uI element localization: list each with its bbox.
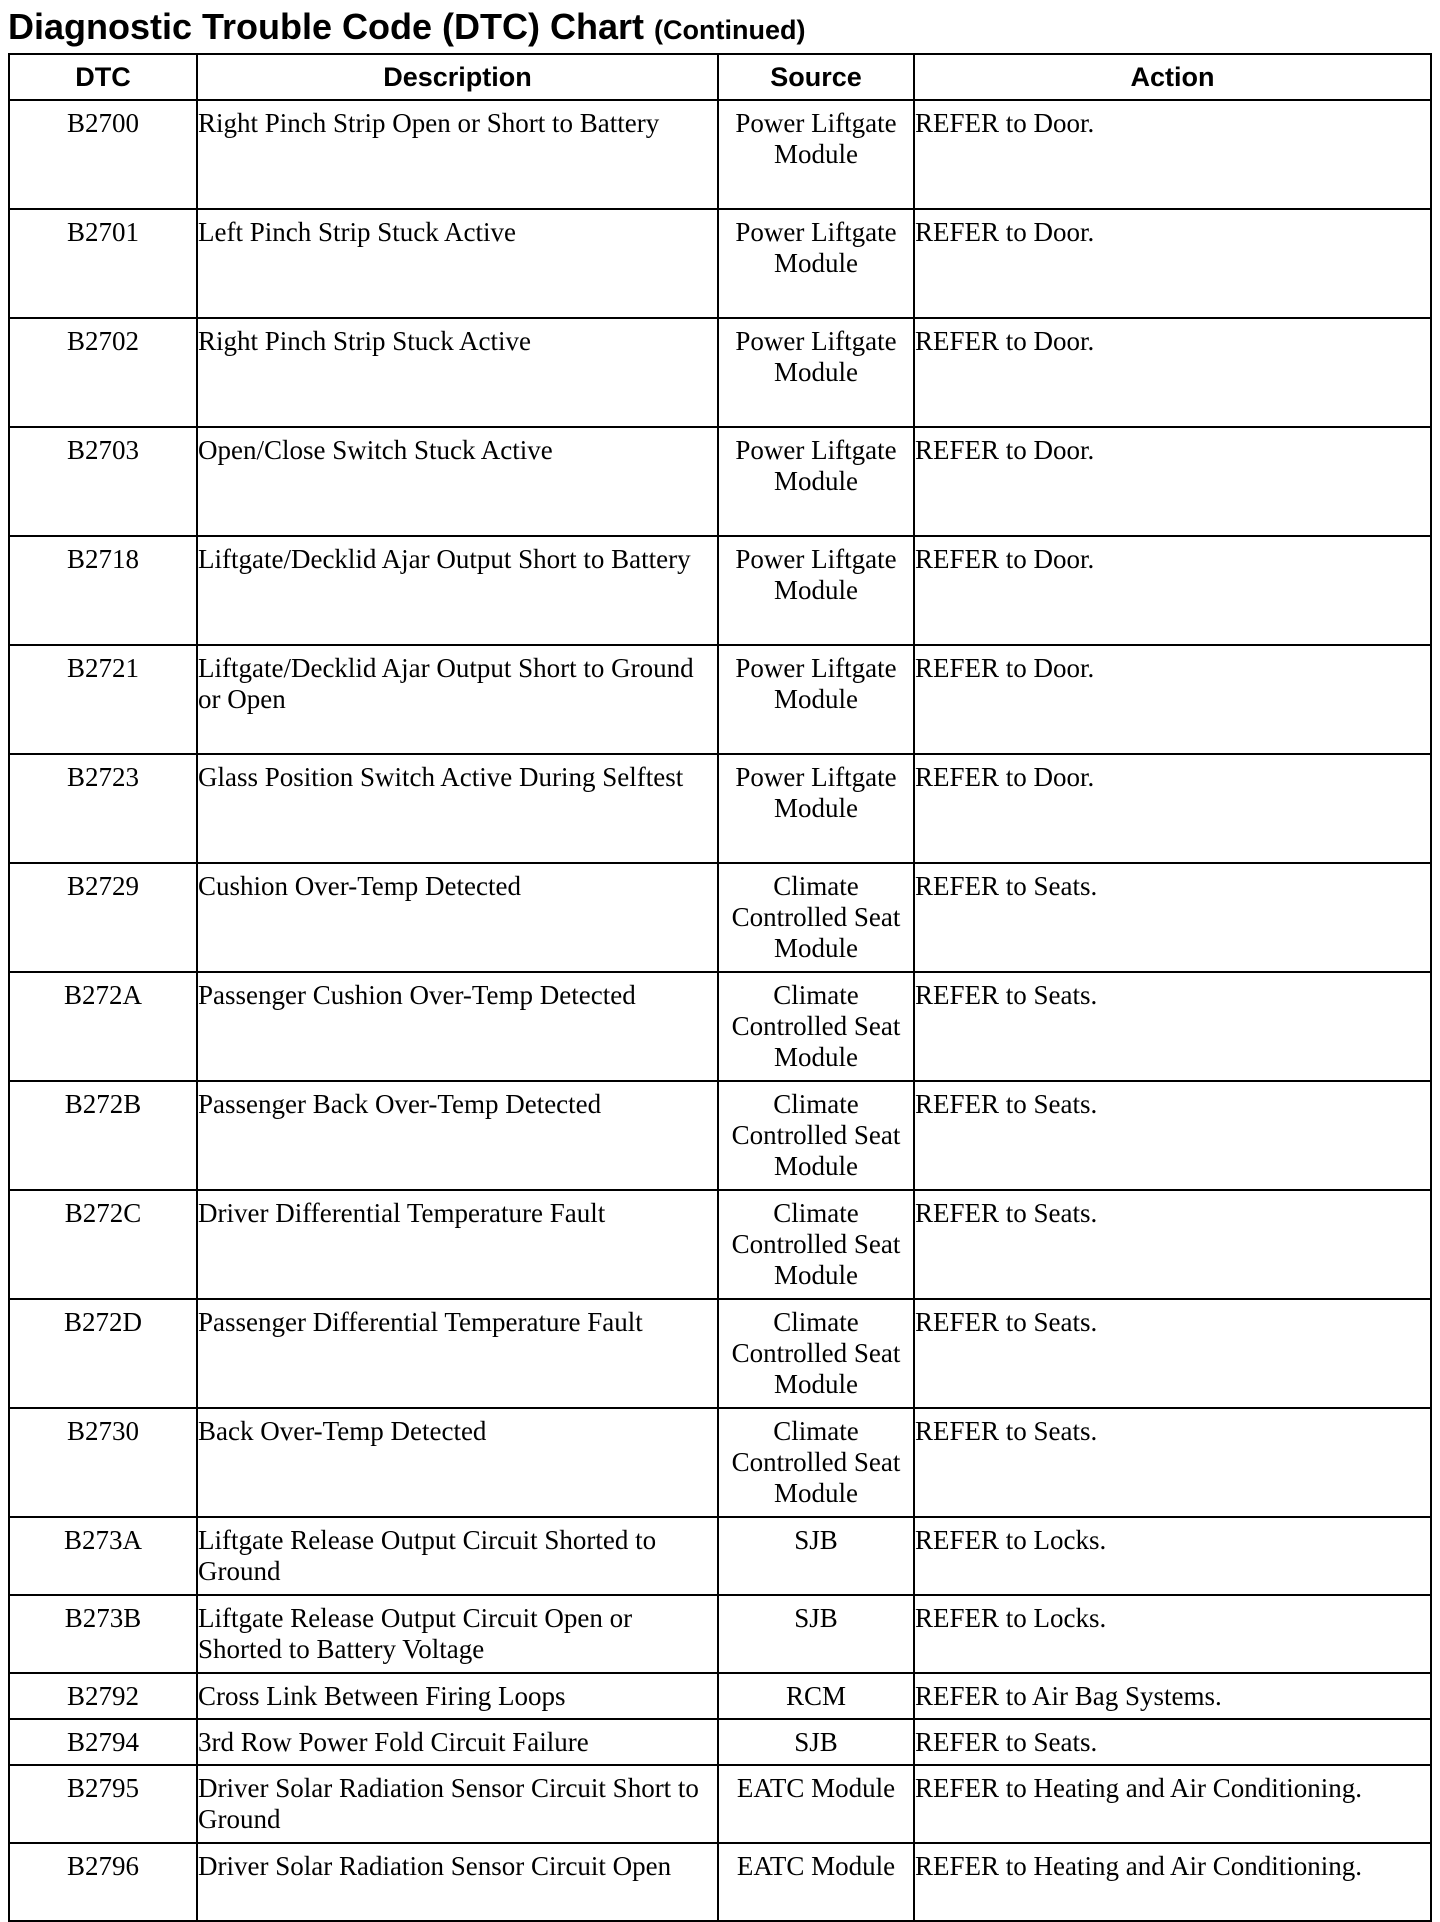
dtc-source: Climate Controlled Seat Module	[718, 1299, 914, 1408]
table-row	[9, 972, 1431, 1081]
header-action: Action	[914, 54, 1431, 100]
dtc-description: Cushion Over-Temp Detected	[197, 863, 718, 972]
title-continued: (Continued)	[654, 15, 806, 45]
table-header-row	[9, 54, 1431, 100]
header-description: Description	[197, 54, 718, 100]
dtc-description: Left Pinch Strip Stuck Active	[197, 209, 718, 318]
dtc-code: B272A	[9, 972, 197, 1081]
dtc-description: Back Over-Temp Detected	[197, 1408, 718, 1517]
page-title	[8, 4, 805, 53]
dtc-source: Power Liftgate Module	[718, 100, 914, 209]
dtc-description: Liftgate/Decklid Ajar Output Short to Battery	[197, 536, 718, 645]
dtc-source: EATC Module	[718, 1765, 914, 1843]
dtc-code: B2700	[9, 100, 197, 209]
dtc-code: B2794	[9, 1719, 197, 1765]
title-main: Diagnostic Trouble Code (DTC) Chart	[8, 6, 645, 47]
dtc-description: Driver Differential Temperature Fault	[197, 1190, 718, 1299]
dtc-code: B273B	[9, 1595, 197, 1673]
dtc-source: Climate Controlled Seat Module	[718, 1408, 914, 1517]
dtc-action: REFER to Seats.	[914, 1190, 1431, 1299]
dtc-code: B272B	[9, 1081, 197, 1190]
table-row	[9, 1843, 1431, 1921]
dtc-code: B272C	[9, 1190, 197, 1299]
dtc-description: Liftgate Release Output Circuit Open or Shorted to Battery Voltage	[197, 1595, 718, 1673]
dtc-action: REFER to Door.	[914, 318, 1431, 427]
dtc-description: Passenger Back Over-Temp Detected	[197, 1081, 718, 1190]
dtc-description: 3rd Row Power Fold Circuit Failure	[197, 1719, 718, 1765]
header-dtc: DTC	[9, 54, 197, 100]
dtc-source: SJB	[718, 1719, 914, 1765]
dtc-action: REFER to Door.	[914, 645, 1431, 754]
header-source: Source	[718, 54, 914, 100]
dtc-code: B272D	[9, 1299, 197, 1408]
table-row	[9, 863, 1431, 972]
dtc-source: Climate Controlled Seat Module	[718, 972, 914, 1081]
table-row	[9, 1299, 1431, 1408]
table-row	[9, 1408, 1431, 1517]
dtc-source: Power Liftgate Module	[718, 209, 914, 318]
dtc-source: SJB	[718, 1595, 914, 1673]
dtc-description: Liftgate Release Output Circuit Shorted to Ground	[197, 1517, 718, 1595]
dtc-code: B2792	[9, 1673, 197, 1719]
dtc-code: B2703	[9, 427, 197, 536]
dtc-description: Liftgate/Decklid Ajar Output Short to Ground or Open	[197, 645, 718, 754]
dtc-source: SJB	[718, 1517, 914, 1595]
dtc-code: B2701	[9, 209, 197, 318]
dtc-action: REFER to Seats.	[914, 1408, 1431, 1517]
dtc-table	[8, 53, 1432, 1922]
dtc-action: REFER to Door.	[914, 209, 1431, 318]
dtc-action: REFER to Air Bag Systems.	[914, 1673, 1431, 1719]
table-row	[9, 427, 1431, 536]
table-row	[9, 1595, 1431, 1673]
dtc-description: Driver Solar Radiation Sensor Circuit Short to Ground	[197, 1765, 718, 1843]
dtc-source: Power Liftgate Module	[718, 645, 914, 754]
dtc-source: Power Liftgate Module	[718, 754, 914, 863]
dtc-source: Climate Controlled Seat Module	[718, 1081, 914, 1190]
dtc-description: Passenger Cushion Over-Temp Detected	[197, 972, 718, 1081]
table-row	[9, 209, 1431, 318]
dtc-description: Glass Position Switch Active During Selftest	[197, 754, 718, 863]
dtc-action: REFER to Seats.	[914, 1081, 1431, 1190]
table-row	[9, 1190, 1431, 1299]
dtc-code: B2795	[9, 1765, 197, 1843]
dtc-action: REFER to Seats.	[914, 863, 1431, 972]
dtc-description: Cross Link Between Firing Loops	[197, 1673, 718, 1719]
dtc-code: B2718	[9, 536, 197, 645]
dtc-action: REFER to Door.	[914, 427, 1431, 536]
dtc-description: Right Pinch Strip Open or Short to Battery	[197, 100, 718, 209]
dtc-source: Power Liftgate Module	[718, 536, 914, 645]
table-row	[9, 754, 1431, 863]
dtc-source: EATC Module	[718, 1843, 914, 1921]
dtc-code: B2796	[9, 1843, 197, 1921]
table-row	[9, 100, 1431, 209]
dtc-code: B2730	[9, 1408, 197, 1517]
table-row	[9, 1517, 1431, 1595]
table-row	[9, 536, 1431, 645]
table-row	[9, 1765, 1431, 1843]
dtc-action: REFER to Heating and Air Conditioning.	[914, 1843, 1431, 1921]
dtc-description: Open/Close Switch Stuck Active	[197, 427, 718, 536]
dtc-action: REFER to Locks.	[914, 1517, 1431, 1595]
dtc-code: B2702	[9, 318, 197, 427]
dtc-description: Right Pinch Strip Stuck Active	[197, 318, 718, 427]
dtc-action: REFER to Seats.	[914, 1719, 1431, 1765]
dtc-action: REFER to Door.	[914, 100, 1431, 209]
table-row	[9, 645, 1431, 754]
dtc-action: REFER to Heating and Air Conditioning.	[914, 1765, 1431, 1843]
dtc-source: Climate Controlled Seat Module	[718, 863, 914, 972]
dtc-action: REFER to Door.	[914, 754, 1431, 863]
dtc-code: B2723	[9, 754, 197, 863]
dtc-action: REFER to Door.	[914, 536, 1431, 645]
table-row	[9, 1673, 1431, 1719]
dtc-source: Power Liftgate Module	[718, 318, 914, 427]
dtc-code: B2721	[9, 645, 197, 754]
table-row	[9, 318, 1431, 427]
dtc-source: Power Liftgate Module	[718, 427, 914, 536]
table-row	[9, 1719, 1431, 1765]
dtc-description: Passenger Differential Temperature Fault	[197, 1299, 718, 1408]
dtc-action: REFER to Seats.	[914, 972, 1431, 1081]
dtc-code: B273A	[9, 1517, 197, 1595]
dtc-code: B2729	[9, 863, 197, 972]
dtc-source: Climate Controlled Seat Module	[718, 1190, 914, 1299]
table-row	[9, 1081, 1431, 1190]
dtc-description: Driver Solar Radiation Sensor Circuit Open	[197, 1843, 718, 1921]
dtc-source: RCM	[718, 1673, 914, 1719]
dtc-action: REFER to Seats.	[914, 1299, 1431, 1408]
dtc-action: REFER to Locks.	[914, 1595, 1431, 1673]
